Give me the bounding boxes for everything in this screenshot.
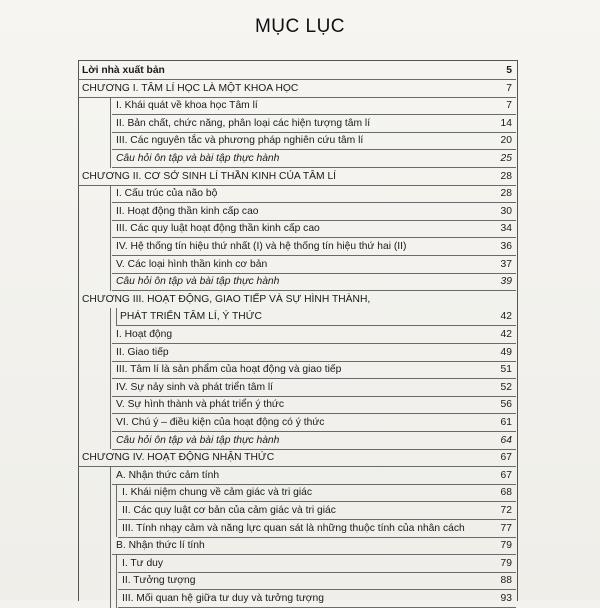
toc-rule bbox=[112, 114, 516, 115]
toc-entry bbox=[122, 574, 512, 588]
toc-rule bbox=[112, 343, 516, 344]
toc-rule bbox=[112, 237, 516, 238]
toc-entry-title: V. Sự hình thành và phát triển ý thức bbox=[116, 399, 284, 411]
toc-entry-title: III. Tính nhạy cảm và năng lực quan sát là những thuộc tính của nhân cách bbox=[122, 522, 465, 534]
toc-entry bbox=[116, 205, 512, 219]
toc-entry-title: III. Tâm lí là sản phẩm của hoạt động và giao tiếp bbox=[116, 364, 342, 376]
toc-entry bbox=[82, 170, 512, 184]
toc-entry-page: 72 bbox=[500, 505, 512, 516]
toc-entry-page: 61 bbox=[500, 417, 512, 428]
toc-indent-line bbox=[110, 220, 111, 238]
toc-entry bbox=[116, 240, 512, 254]
toc-entry-page: 34 bbox=[500, 223, 512, 235]
toc-rule bbox=[112, 255, 516, 256]
toc-indent-line bbox=[110, 238, 111, 256]
toc-indent-line bbox=[110, 484, 111, 502]
toc-entry-page: 42 bbox=[500, 311, 512, 323]
toc-rule bbox=[112, 431, 516, 432]
toc-entry bbox=[116, 346, 512, 360]
toc-entry-title: Lời nhà xuất bản bbox=[82, 65, 165, 76]
toc-entry-title: I. Cấu trúc của não bộ bbox=[116, 188, 218, 200]
toc-entry bbox=[116, 416, 512, 430]
toc-entry-page: 79 bbox=[500, 557, 512, 569]
toc-entry-title: CHƯƠNG I. TÂM LÍ HỌC LÀ MỘT KHOA HỌC bbox=[82, 82, 299, 94]
toc-entry-page: 52 bbox=[500, 381, 512, 393]
toc-entry bbox=[82, 293, 512, 307]
toc-indent-line bbox=[110, 379, 111, 397]
toc-rule bbox=[118, 589, 516, 590]
toc-entry-title: IV. Sự nảy sinh và phát triển tâm lí bbox=[116, 381, 274, 393]
toc-indent-line bbox=[110, 344, 111, 362]
toc-rule bbox=[118, 572, 516, 573]
toc-entry-page: 28 bbox=[500, 188, 512, 200]
toc-entry-title: CHƯƠNG II. CƠ SỞ SINH LÍ THẦN KINH CỦA TÂM LÍ bbox=[82, 170, 337, 182]
toc-entry-title: II. Các quy luật cơ bản của cảm giác và tri giác bbox=[122, 505, 336, 516]
toc-entry-page: 79 bbox=[500, 540, 512, 552]
toc-entry-page: 7 bbox=[506, 100, 512, 112]
toc-entry-page: 88 bbox=[500, 575, 512, 587]
toc-entry-title: IV. Hệ thống tín hiệu thứ nhất (I) và hệ thống tín hiệu thứ hai (II) bbox=[116, 241, 407, 252]
toc-indent-line bbox=[110, 467, 111, 485]
toc-entry-page: 49 bbox=[500, 346, 512, 358]
toc-entry-page: 42 bbox=[500, 329, 512, 340]
toc-entry-title: VI. Chú ý – điều kiện của hoạt động có ý thức bbox=[116, 417, 325, 428]
toc-entry-title: II. Hoạt động thần kinh cấp cao bbox=[116, 205, 259, 217]
toc-indent-line bbox=[116, 572, 117, 590]
toc-entry-page: 39 bbox=[500, 276, 512, 288]
toc-rule bbox=[112, 413, 516, 414]
toc-entry bbox=[116, 434, 512, 448]
toc-entry-page: 20 bbox=[500, 135, 512, 147]
toc-entry bbox=[116, 222, 512, 236]
toc-entry-page: 36 bbox=[500, 241, 512, 252]
toc-indent-line bbox=[110, 537, 111, 555]
toc-indent-line bbox=[116, 520, 117, 538]
toc-entry-title: I. Khái quát về khoa học Tâm lí bbox=[116, 100, 258, 112]
toc-rule bbox=[112, 167, 516, 168]
toc-entry-title: I. Hoạt động bbox=[116, 329, 173, 340]
toc-entry-title: I. Khái niệm chung về cảm giác và tri giác bbox=[122, 487, 313, 499]
toc-indent-line bbox=[110, 115, 111, 133]
toc-entry-title: I. Tư duy bbox=[122, 557, 164, 569]
toc-entry bbox=[82, 82, 512, 96]
toc-entry bbox=[116, 275, 512, 289]
toc-indent-line bbox=[110, 326, 111, 344]
toc-entry-page: 64 bbox=[500, 434, 512, 446]
toc-indent-line bbox=[110, 97, 111, 115]
toc-entry-page: 28 bbox=[500, 170, 512, 182]
toc-entry bbox=[122, 486, 512, 500]
toc-rule bbox=[112, 484, 516, 485]
toc-indent-line bbox=[110, 256, 111, 274]
toc-rule bbox=[118, 537, 516, 538]
toc-entry bbox=[122, 592, 512, 606]
toc-entry-page: 56 bbox=[500, 399, 512, 411]
toc-entry-title: II. Tưởng tượng bbox=[122, 575, 196, 587]
toc-entry-page: 77 bbox=[500, 522, 512, 534]
toc-entry-page: 5 bbox=[506, 65, 512, 76]
toc-entry bbox=[116, 381, 512, 395]
toc-entry bbox=[116, 152, 512, 166]
toc-rule bbox=[78, 185, 516, 186]
toc-entry-title: III. Các quy luật hoạt động thần kinh cấp cao bbox=[116, 223, 320, 235]
toc-entry-page: 7 bbox=[506, 82, 512, 94]
toc-rule bbox=[112, 220, 516, 221]
toc-rule bbox=[112, 554, 516, 555]
toc-rule bbox=[112, 149, 516, 150]
toc-entry bbox=[116, 363, 512, 377]
toc-indent-line bbox=[110, 590, 111, 608]
toc-entry-page: 25 bbox=[500, 153, 512, 164]
toc-entry bbox=[116, 328, 512, 342]
toc-entry-title: II. Bản chất, chức năng, phân loại các hiện tượng tâm lí bbox=[116, 117, 371, 129]
page-title: MỤC LỤC bbox=[254, 16, 346, 37]
toc-entry bbox=[122, 504, 512, 518]
toc-rule bbox=[118, 501, 516, 502]
toc-indent-line bbox=[110, 432, 111, 450]
toc-entry-title: Câu hỏi ôn tập và bài tập thực hành bbox=[116, 276, 280, 288]
toc-entry bbox=[116, 187, 512, 201]
toc-entry-title: III. Mối quan hệ giữa tư duy và tưởng tượng bbox=[122, 593, 324, 604]
toc-indent-line bbox=[116, 308, 117, 326]
toc-rule bbox=[78, 97, 516, 98]
toc-entry bbox=[116, 99, 512, 113]
toc-entry-page: 51 bbox=[500, 364, 512, 376]
toc-indent-line bbox=[110, 185, 111, 203]
toc-entry-title: V. Các loại hình thần kinh cơ bản bbox=[116, 258, 268, 270]
toc-rule bbox=[112, 202, 516, 203]
toc-entry bbox=[82, 64, 512, 78]
toc-entry bbox=[116, 258, 512, 272]
toc-entry bbox=[116, 117, 512, 131]
toc-rule bbox=[112, 396, 516, 397]
toc-entry bbox=[116, 469, 512, 483]
toc-indent-line bbox=[110, 308, 111, 326]
toc-entry-title: III. Các nguyên tắc và phương pháp nghiên cứu tâm lí bbox=[116, 135, 364, 147]
toc-rule bbox=[118, 519, 516, 520]
toc-entry-page: 14 bbox=[500, 117, 512, 129]
toc-entry bbox=[116, 539, 512, 553]
toc-entry-title: B. Nhận thức lí tính bbox=[116, 540, 205, 552]
toc-entry-title: CHƯƠNG III. HOẠT ĐỘNG, GIAO TIẾP VÀ SỰ HÌNH THÀNH, bbox=[82, 293, 371, 305]
toc-entry bbox=[82, 451, 512, 465]
toc-indent-line bbox=[110, 203, 111, 221]
toc-rule bbox=[112, 132, 516, 133]
toc-indent-line bbox=[110, 132, 111, 150]
toc-entry-page: 93 bbox=[500, 593, 512, 604]
toc-indent-line bbox=[110, 502, 111, 520]
toc-rule bbox=[78, 79, 516, 80]
toc-rule bbox=[112, 449, 516, 450]
toc-entry bbox=[122, 522, 512, 536]
toc-indent-line bbox=[116, 502, 117, 520]
toc-entry bbox=[122, 557, 512, 571]
toc-indent-line bbox=[110, 520, 111, 538]
toc-entry-title: Câu hỏi ôn tập và bài tập thực hành bbox=[116, 153, 280, 164]
toc-indent-line bbox=[110, 414, 111, 432]
toc-indent-line bbox=[110, 572, 111, 590]
toc-entry-page: 67 bbox=[500, 452, 512, 464]
toc-indent-line bbox=[116, 555, 117, 573]
toc-entry-page: 68 bbox=[500, 487, 512, 499]
toc-entry bbox=[120, 310, 512, 324]
toc-indent-line bbox=[110, 361, 111, 379]
toc-rule bbox=[112, 290, 516, 291]
toc-entry-title: II. Giao tiếp bbox=[116, 346, 169, 358]
toc-entry-title: CHƯƠNG IV. HOẠT ĐỘNG NHẬN THỨC bbox=[82, 452, 275, 464]
toc-indent-line bbox=[110, 273, 111, 291]
toc-rule bbox=[112, 361, 516, 362]
toc-indent-line bbox=[116, 484, 117, 502]
toc-entry-page: 67 bbox=[500, 469, 512, 481]
toc-entry-page: 37 bbox=[500, 258, 512, 270]
toc-rule bbox=[78, 466, 516, 467]
toc-entry bbox=[116, 134, 512, 148]
toc-rule bbox=[116, 325, 516, 326]
toc-entry-title: A. Nhận thức cảm tính bbox=[116, 469, 220, 481]
toc-entry-page: 30 bbox=[500, 205, 512, 217]
toc-entry bbox=[116, 398, 512, 412]
toc-rule bbox=[112, 273, 516, 274]
toc-indent-line bbox=[110, 555, 111, 573]
toc-indent-line bbox=[116, 590, 117, 608]
toc-entry-title: Câu hỏi ôn tập và bài tập thực hành bbox=[116, 434, 280, 446]
toc-indent-line bbox=[110, 396, 111, 414]
toc-entry-title: PHÁT TRIỂN TÂM LÍ, Ý THỨC bbox=[120, 311, 262, 323]
toc-indent-line bbox=[110, 150, 111, 168]
toc-rule bbox=[112, 378, 516, 379]
